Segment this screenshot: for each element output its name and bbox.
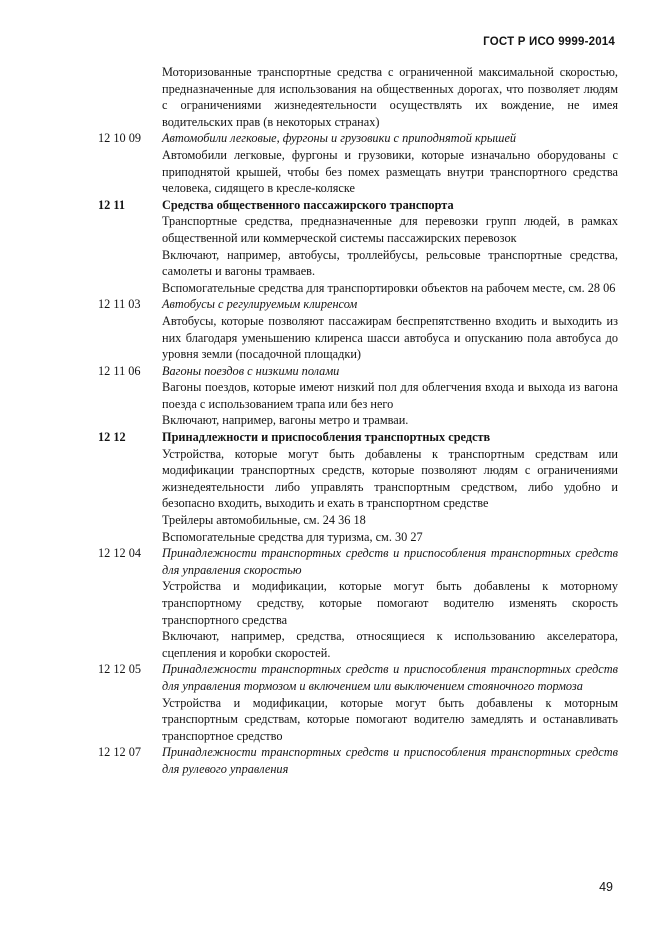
entry-code: 12 10 09 — [98, 131, 142, 146]
entry-description — [98, 446, 618, 512]
entry-subgroup — [98, 545, 618, 578]
standard-header: ГОСТ Р ИСО 9999-2014 — [483, 36, 615, 48]
entry-text: Вспомогательные средства для туризма, см. 30 27 — [162, 529, 423, 544]
entry-title: Принадлежности транспортных средств и приспособления транспортных средств для управления скоростью — [162, 546, 618, 577]
entry-code: 12 12 — [98, 430, 126, 445]
entry-description — [98, 529, 618, 546]
entry-text: Моторизованные транспортные средства с ограниченной максимальной скоростью, предназначенные для использования на общественных дорогах, что позволяет людям с ограничениями жизнедеятельности осуществлять их вождение, не имея водительских прав (в некоторых странах) — [162, 65, 618, 129]
entry-code: 12 12 07 — [98, 745, 142, 760]
classification-list — [98, 64, 618, 778]
entry-title: Автомобили легковые, фургоны и грузовики с приподнятой крышей — [162, 131, 517, 146]
entry-subgroup — [98, 363, 618, 380]
entry-text: Включают, например, средства, относящиеся к использованию акселератора, сцепления и коробки скоростей. — [162, 629, 618, 660]
entry-description — [98, 412, 618, 429]
entry-description — [98, 628, 618, 661]
entry-code: 12 11 03 — [98, 297, 141, 312]
entry-group — [98, 197, 618, 214]
entry-code: 12 12 04 — [98, 546, 142, 561]
entry-title: Средства общественного пассажирского транспорта — [162, 197, 454, 212]
entry-description — [98, 64, 618, 130]
entry-description — [98, 280, 618, 297]
entry-title: Автобусы с регулируемым клиренсом — [162, 297, 358, 312]
entry-title: Принадлежности транспортных средств и приспособления транспортных средств для управления тормозом и включением или выключением стояночного тормоза — [162, 662, 618, 693]
entry-description — [98, 247, 618, 280]
entry-subgroup — [98, 744, 618, 777]
entry-description — [98, 695, 618, 745]
entry-description — [98, 578, 618, 628]
entry-description — [98, 313, 618, 363]
entry-title: Принадлежности транспортных средств и приспособления транспортных средств для рулевого управления — [162, 745, 618, 776]
entry-text: Вспомогательные средства для транспортировки объектов на рабочем месте, см. 28 06 — [162, 280, 616, 295]
entry-text: Автомобили легковые, фургоны и грузовики, которые изначально оборудованы с приподнятой крышей, чтобы без помех размещать внутри транспортного средства человека, сидящего в кресле-коляске — [162, 147, 618, 196]
entry-text: Устройства и модификации, которые могут быть добавлены к моторным транспортным средствам, которые помогают водителю замедлять и останавливать транспортное средство — [162, 695, 618, 743]
entry-description — [98, 512, 618, 529]
entry-text: Устройства, которые могут быть добавлены к транспортным средствам или модификации транспортных средств, которые позволяют людям с ограничениями жизнедеятельности либо управлять транспортным средством, либо удобно и безопасно входить, выходить и ехать в транспортном средстве — [162, 446, 618, 511]
entry-code: 12 11 06 — [98, 363, 141, 378]
entry-description — [98, 379, 618, 412]
page-number: 49 — [599, 880, 613, 894]
entry-text: Вагоны поездов, которые имеют низкий пол для облегчения входа и выхода из вагона поезда с использованием трапа или без него — [162, 380, 618, 411]
entry-text: Автобусы, которые позволяют пассажирам беспрепятственно входить и выходить из них благодаря уменьшению клиренса шасси автобуса и опусканию пола автобуса до уровня земли (посадочной площадки) — [162, 313, 618, 362]
entry-code: 12 11 — [98, 197, 125, 212]
entry-subgroup — [98, 130, 618, 147]
entry-group — [98, 429, 618, 446]
entry-description — [98, 213, 618, 246]
entry-text: Трейлеры автомобильные, см. 24 36 18 — [162, 513, 366, 528]
entry-text: Включают, например, вагоны метро и трамваи. — [162, 413, 409, 428]
entry-title: Вагоны поездов с низкими полами — [162, 363, 340, 378]
entry-text: Устройства и модификации, которые могут быть добавлены к моторному транспортному средству, которые помогают водителю изменять скорость транспортного средства — [162, 579, 618, 627]
entry-subgroup — [98, 661, 618, 694]
entry-title: Принадлежности и приспособления транспортных средств — [162, 430, 491, 445]
entry-text: Транспортные средства, предназначенные для перевозки групп людей, в рамках общественной или коммерческой системы пассажирских перевозок — [162, 214, 618, 245]
entry-subgroup — [98, 296, 618, 313]
entry-code: 12 12 05 — [98, 662, 142, 677]
entry-text: Включают, например, автобусы, троллейбусы, рельсовые транспортные средства, самолеты и вагоны трамваев. — [162, 247, 618, 279]
entry-description — [98, 147, 618, 197]
